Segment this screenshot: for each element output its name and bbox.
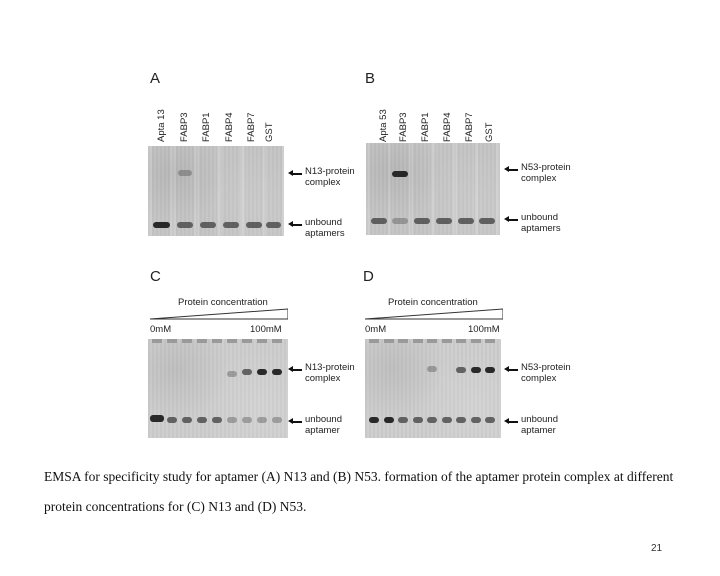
lane-label: Apta 53 bbox=[378, 109, 389, 142]
unbound-band bbox=[371, 218, 387, 224]
panel-b-complex-label: N53-protein complex bbox=[504, 162, 579, 184]
lane-label: FABP4 bbox=[224, 112, 235, 142]
page-number: 21 bbox=[651, 543, 663, 554]
unbound-band bbox=[242, 417, 252, 423]
unbound-band bbox=[167, 417, 177, 423]
unbound-band bbox=[150, 415, 164, 422]
arrow-left-icon bbox=[504, 165, 518, 175]
unbound-band bbox=[392, 218, 408, 224]
complex-band bbox=[456, 367, 466, 373]
unbound-band bbox=[153, 222, 170, 228]
complex-band bbox=[227, 371, 237, 377]
lane-label: FABP3 bbox=[398, 112, 409, 142]
complex-band bbox=[257, 369, 267, 375]
panel-d-letter: D bbox=[363, 268, 374, 285]
unbound-band bbox=[182, 417, 192, 423]
lane-label: FABP4 bbox=[442, 112, 453, 142]
unbound-band bbox=[266, 222, 281, 228]
unbound-band bbox=[197, 417, 207, 423]
arrow-left-icon bbox=[504, 365, 518, 375]
lane-label: FABP1 bbox=[420, 112, 431, 142]
panel-d-complex-label: N53-protein complex bbox=[504, 362, 579, 384]
unbound-band bbox=[458, 218, 474, 224]
lane-label: GST bbox=[264, 122, 275, 142]
panel-a-gel bbox=[148, 146, 284, 236]
panel-d-concentration-low: 0mM bbox=[365, 324, 387, 335]
complex-band bbox=[471, 367, 481, 373]
panel-d-gel bbox=[365, 339, 501, 438]
unbound-band bbox=[212, 417, 222, 423]
panel-c-complex-label: N13-protein complex bbox=[288, 362, 363, 384]
unbound-band bbox=[272, 417, 282, 423]
arrow-left-icon bbox=[288, 365, 302, 375]
panel-d-concentration-high: 100mM bbox=[468, 324, 500, 335]
arrow-left-icon bbox=[288, 220, 302, 230]
unbound-band bbox=[384, 417, 394, 423]
complex-band bbox=[485, 367, 495, 373]
arrow-left-icon bbox=[288, 417, 302, 427]
lane-label: Apta 13 bbox=[156, 109, 167, 142]
complex-band bbox=[392, 171, 408, 177]
unbound-band bbox=[177, 222, 193, 228]
unbound-band bbox=[398, 417, 408, 423]
lane-label: GST bbox=[484, 122, 495, 142]
emsa-figure bbox=[138, 62, 570, 457]
unbound-band bbox=[413, 417, 423, 423]
unbound-band bbox=[427, 417, 437, 423]
panel-c-letter: C bbox=[150, 268, 161, 285]
complex-band bbox=[242, 369, 252, 375]
complex-band bbox=[272, 369, 282, 375]
lane-label: FABP7 bbox=[246, 112, 257, 142]
unbound-band bbox=[436, 218, 452, 224]
lane-label: FABP3 bbox=[179, 112, 190, 142]
complex-band bbox=[178, 170, 192, 176]
arrow-left-icon bbox=[288, 169, 302, 179]
figure-caption: EMSA for specificity study for aptamer (A) N13 and (B) N53. formation of the aptamer protein complex at different protein concentrations for (C) N13 and (D) N53. bbox=[44, 469, 674, 514]
panel-a-complex-label: N13-protein complex bbox=[288, 166, 363, 188]
unbound-band bbox=[485, 417, 495, 423]
unbound-band bbox=[200, 222, 216, 228]
complex-band bbox=[427, 366, 437, 372]
panel-c-unbound-label: unbound aptamer bbox=[288, 414, 355, 436]
panel-c-concentration-title: Protein concentration bbox=[178, 297, 268, 308]
panel-c-concentration-wedge bbox=[150, 308, 288, 320]
panel-c-gel bbox=[148, 339, 288, 438]
unbound-band bbox=[471, 417, 481, 423]
panel-d-unbound-label: unbound aptamer bbox=[504, 414, 571, 436]
unbound-band bbox=[479, 218, 495, 224]
unbound-band bbox=[369, 417, 379, 423]
panel-d-concentration-wedge bbox=[365, 308, 503, 320]
panel-b-letter: B bbox=[365, 70, 376, 87]
panel-a-letter: A bbox=[150, 70, 161, 87]
unbound-band bbox=[456, 417, 466, 423]
lane-label: FABP1 bbox=[201, 112, 212, 142]
unbound-band bbox=[246, 222, 262, 228]
unbound-band bbox=[414, 218, 430, 224]
unbound-band bbox=[442, 417, 452, 423]
panel-d-concentration-title: Protein concentration bbox=[388, 297, 478, 308]
unbound-band bbox=[257, 417, 267, 423]
lane-label: FABP7 bbox=[464, 112, 475, 142]
panel-b-unbound-label: unbound aptamers bbox=[504, 212, 571, 234]
arrow-left-icon bbox=[504, 417, 518, 427]
panel-c-concentration-high: 100mM bbox=[250, 324, 282, 335]
arrow-left-icon bbox=[504, 215, 518, 225]
unbound-band bbox=[227, 417, 237, 423]
unbound-band bbox=[223, 222, 239, 228]
panel-c-concentration-low: 0mM bbox=[150, 324, 172, 335]
panel-a-unbound-label: unbound aptamers bbox=[288, 217, 355, 239]
panel-b-gel bbox=[366, 143, 500, 235]
